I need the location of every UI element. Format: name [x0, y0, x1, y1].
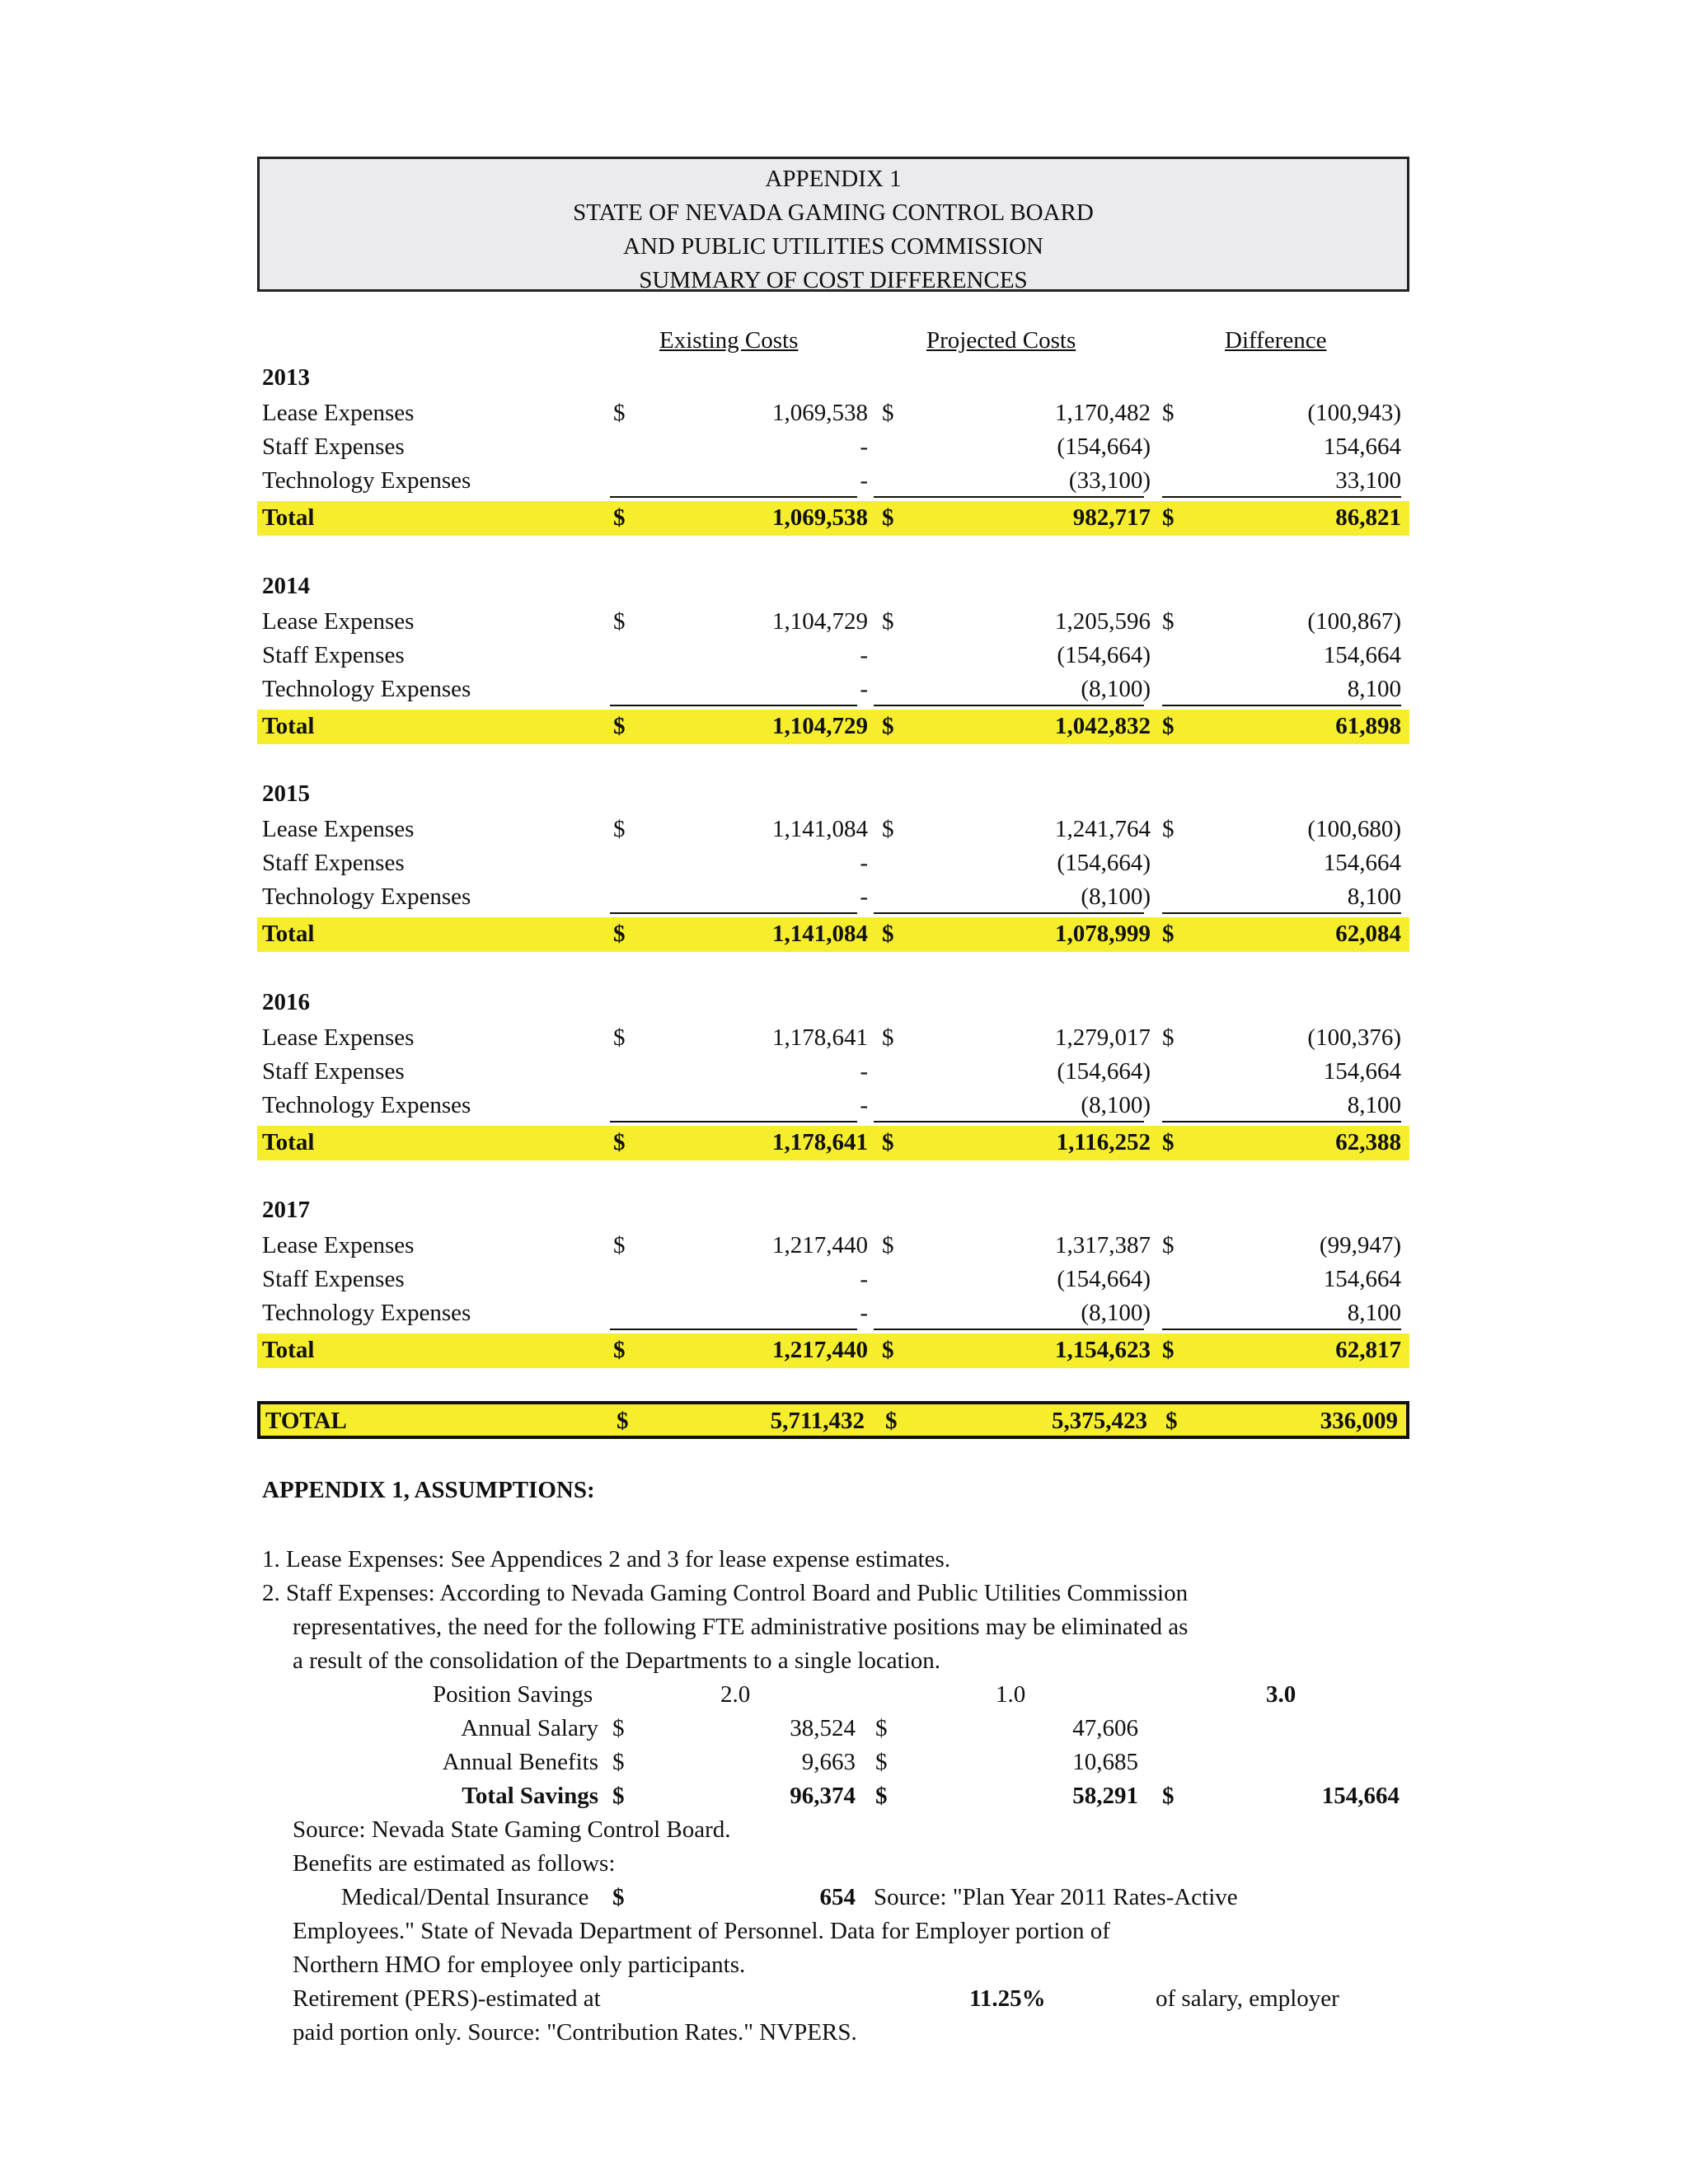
total-savings-1: 96,374: [790, 1783, 856, 1809]
dollar-sign: $: [1162, 608, 1175, 635]
year-heading: 2017: [262, 1197, 310, 1223]
total-row: [257, 1333, 1409, 1368]
column-underline: [874, 1329, 1144, 1330]
retirement-source: paid portion only. Source: "Contribution Rates." NVPERS.: [293, 2019, 857, 2046]
position-savings-total: 3.0: [1266, 1681, 1296, 1708]
difference-value: (100,376): [1307, 1024, 1401, 1051]
row-label: Technology Expenses: [262, 1092, 471, 1118]
difference-value: (99,947): [1319, 1232, 1401, 1258]
projected-cost-value: (8,100): [1081, 1092, 1151, 1118]
table-row: [257, 1229, 1409, 1262]
dollar-sign: $: [882, 1232, 894, 1258]
difference-value: 8,100: [1347, 1092, 1401, 1118]
table-row: [257, 396, 1409, 429]
existing-cost-value: 1,178,641: [772, 1129, 868, 1155]
retirement-tail: of salary, employer: [1156, 1985, 1339, 2012]
difference-value: 62,817: [1335, 1337, 1401, 1363]
difference-value: 154,664: [1323, 642, 1401, 668]
column-underline: [874, 1121, 1144, 1122]
assumption-item-2-line-2: representatives, the need for the following FTE administrative positions may be eliminated as: [293, 1614, 1189, 1640]
position-savings-1: 2.0: [720, 1681, 751, 1708]
projected-cost-value: (33,100): [1068, 467, 1151, 494]
dollar-sign: $: [1162, 1337, 1175, 1363]
difference-value: 336,009: [1320, 1408, 1398, 1434]
projected-cost-value: 1,317,387: [1055, 1232, 1151, 1258]
difference-value: (100,943): [1307, 400, 1401, 426]
column-header-difference: Difference: [1225, 327, 1327, 354]
dollar-sign: $: [1162, 921, 1175, 947]
column-underline: [874, 496, 1144, 498]
row-label: Lease Expenses: [262, 608, 415, 635]
existing-cost-value: -: [860, 850, 868, 876]
projected-cost-value: 1,042,832: [1055, 713, 1151, 739]
projected-cost-value: 1,116,252: [1056, 1129, 1151, 1155]
total-row: [257, 917, 1409, 952]
projected-cost-value: (154,664): [1057, 642, 1151, 668]
difference-value: 62,084: [1335, 921, 1401, 947]
row-label: Lease Expenses: [262, 1232, 415, 1258]
column-underline: [1162, 912, 1401, 914]
dollar-sign: $: [1162, 400, 1175, 426]
dollar-sign: $: [882, 816, 894, 842]
difference-value: 33,100: [1335, 467, 1401, 494]
annual-salary-label: Annual Salary: [461, 1715, 598, 1741]
dollar-sign: $: [882, 713, 894, 739]
dollar-sign: $: [1165, 1408, 1178, 1434]
projected-cost-value: (8,100): [1081, 676, 1151, 702]
assumption-item-2-line-1: 2. Staff Expenses: According to Nevada Gaming Control Board and Public Utilities Commission: [262, 1580, 1189, 1606]
annual-benefits-dollar-1: $: [612, 1749, 625, 1775]
total-savings-dollar-1: $: [612, 1783, 625, 1809]
projected-cost-value: 1,154,623: [1055, 1337, 1151, 1363]
total-savings-all: 154,664: [1321, 1783, 1400, 1809]
medical-dental-value: 654: [819, 1884, 856, 1910]
dollar-sign: $: [882, 921, 894, 947]
dollar-sign: $: [885, 1408, 898, 1434]
projected-cost-value: (154,664): [1057, 1058, 1151, 1085]
column-underline: [874, 705, 1144, 706]
dollar-sign: $: [613, 608, 626, 635]
difference-value: 154,664: [1323, 850, 1401, 876]
difference-value: (100,867): [1307, 608, 1401, 635]
projected-cost-value: 1,241,764: [1055, 816, 1151, 842]
table-row: [257, 673, 1409, 705]
difference-value: 154,664: [1323, 434, 1401, 460]
row-label: Total: [262, 504, 315, 531]
row-label: Total: [262, 1337, 315, 1363]
annual-benefits-dollar-2: $: [875, 1749, 888, 1775]
column-underline: [1162, 1329, 1401, 1330]
assumption-item-1: 1. Lease Expenses: See Appendices 2 and 3 for lease expense estimates.: [262, 1546, 951, 1572]
retirement-label: Retirement (PERS)-estimated at: [293, 1985, 601, 2012]
difference-value: 62,388: [1335, 1129, 1401, 1155]
existing-cost-value: 1,141,084: [772, 921, 868, 947]
dollar-sign: $: [1162, 816, 1175, 842]
dollar-sign: $: [613, 1129, 626, 1155]
row-label: Lease Expenses: [262, 816, 415, 842]
projected-cost-value: (154,664): [1057, 850, 1151, 876]
dollar-sign: $: [613, 504, 626, 531]
row-label: Technology Expenses: [262, 1300, 471, 1326]
difference-value: 154,664: [1323, 1058, 1401, 1085]
row-label: Total: [262, 1129, 315, 1155]
dollar-sign: $: [613, 816, 626, 842]
annual-benefits-1: 9,663: [801, 1749, 856, 1775]
header-line-2: STATE OF NEVADA GAMING CONTROL BOARD: [573, 199, 1094, 226]
total-row: [257, 501, 1409, 536]
table-row: [257, 605, 1409, 638]
existing-cost-value: 1,141,084: [772, 816, 868, 842]
row-label: Technology Expenses: [262, 467, 471, 494]
difference-value: 8,100: [1347, 1300, 1401, 1326]
medical-source-line-3: Northern HMO for employee only participants.: [293, 1952, 746, 1978]
row-label: Staff Expenses: [262, 1266, 405, 1292]
table-row: [257, 1055, 1409, 1088]
dollar-sign: $: [613, 713, 626, 739]
total-savings-dollar-3: $: [1162, 1783, 1175, 1809]
existing-cost-value: 1,217,440: [772, 1337, 868, 1363]
annual-salary-dollar-1: $: [612, 1715, 625, 1741]
existing-cost-value: -: [860, 642, 868, 668]
annual-salary-2: 47,606: [1072, 1715, 1138, 1741]
column-underline: [610, 705, 857, 706]
dollar-sign: $: [1162, 1129, 1175, 1155]
total-savings-2: 58,291: [1072, 1783, 1138, 1809]
existing-cost-value: 1,069,538: [772, 504, 868, 531]
dollar-sign: $: [1162, 504, 1175, 531]
difference-value: 61,898: [1335, 713, 1401, 739]
dollar-sign: $: [613, 921, 626, 947]
table-row: [257, 430, 1409, 463]
dollar-sign: $: [617, 1408, 629, 1434]
projected-cost-value: 982,717: [1072, 504, 1151, 531]
existing-cost-value: -: [860, 1058, 868, 1085]
column-header-projected: Projected Costs: [926, 327, 1076, 354]
source-gaming-board: Source: Nevada State Gaming Control Board.: [293, 1816, 731, 1843]
row-label: Staff Expenses: [262, 642, 405, 668]
dollar-sign: $: [1162, 1232, 1175, 1258]
year-heading: 2016: [262, 989, 310, 1015]
row-label: Staff Expenses: [262, 1058, 405, 1085]
row-label: Total: [262, 713, 315, 739]
row-label: Lease Expenses: [262, 400, 415, 426]
total-row: [257, 1126, 1409, 1160]
assumptions-heading: APPENDIX 1, ASSUMPTIONS:: [262, 1477, 595, 1503]
annual-salary-1: 38,524: [790, 1715, 856, 1741]
total-savings-label: Total Savings: [462, 1783, 598, 1809]
column-underline: [874, 912, 1144, 914]
existing-cost-value: -: [860, 1092, 868, 1118]
difference-value: (100,680): [1307, 816, 1401, 842]
position-savings-label: Position Savings: [433, 1681, 593, 1708]
projected-cost-value: 1,279,017: [1055, 1024, 1151, 1051]
projected-cost-value: (8,100): [1081, 1300, 1151, 1326]
header-line-3: AND PUBLIC UTILITIES COMMISSION: [623, 233, 1043, 260]
position-savings-2: 1.0: [996, 1681, 1026, 1708]
table-row: [257, 639, 1409, 672]
projected-cost-value: (8,100): [1081, 883, 1151, 910]
table-row: [257, 1263, 1409, 1296]
grand-total-row: [257, 1401, 1409, 1439]
difference-value: 86,821: [1335, 504, 1401, 531]
row-label: Staff Expenses: [262, 434, 405, 460]
table-row: [257, 1296, 1409, 1329]
row-label: Staff Expenses: [262, 850, 405, 876]
annual-benefits-2: 10,685: [1072, 1749, 1138, 1775]
row-label: Total: [262, 921, 315, 947]
dollar-sign: $: [882, 400, 894, 426]
dollar-sign: $: [882, 608, 894, 635]
existing-cost-value: 1,217,440: [772, 1232, 868, 1258]
column-underline: [610, 1329, 857, 1330]
benefits-intro: Benefits are estimated as follows:: [293, 1850, 616, 1877]
dollar-sign: $: [882, 504, 894, 531]
dollar-sign: $: [613, 1337, 626, 1363]
column-underline: [1162, 496, 1401, 498]
dollar-sign: $: [613, 1232, 626, 1258]
table-row: [257, 813, 1409, 846]
dollar-sign: $: [882, 1024, 894, 1051]
column-underline: [610, 1121, 857, 1122]
existing-cost-value: 1,069,538: [772, 400, 868, 426]
dollar-sign: $: [882, 1129, 894, 1155]
header-line-4: SUMMARY OF COST DIFFERENCES: [639, 267, 1028, 293]
table-row: [257, 1089, 1409, 1122]
medical-dental-label: Medical/Dental Insurance: [341, 1884, 589, 1910]
difference-value: 154,664: [1323, 1266, 1401, 1292]
medical-dollar: $: [612, 1884, 625, 1910]
row-label: Lease Expenses: [262, 1024, 415, 1051]
year-heading: 2014: [262, 573, 310, 599]
total-savings-dollar-2: $: [875, 1783, 888, 1809]
projected-cost-value: 1,078,999: [1055, 921, 1151, 947]
year-heading: 2013: [262, 364, 310, 391]
row-label: TOTAL: [265, 1408, 347, 1434]
medical-source-line-2: Employees." State of Nevada Department of Personnel. Data for Employer portion of: [293, 1918, 1110, 1944]
annual-salary-dollar-2: $: [875, 1715, 888, 1741]
projected-cost-value: 1,205,596: [1055, 608, 1151, 635]
existing-cost-value: 1,104,729: [772, 608, 868, 635]
dollar-sign: $: [613, 400, 626, 426]
column-underline: [1162, 705, 1401, 706]
medical-source-line-1: Source: "Plan Year 2011 Rates-Active: [874, 1884, 1238, 1910]
existing-cost-value: 1,104,729: [772, 713, 868, 739]
existing-cost-value: -: [860, 1300, 868, 1326]
dollar-sign: $: [1162, 1024, 1175, 1051]
table-row: [257, 880, 1409, 913]
difference-value: 8,100: [1347, 676, 1401, 702]
projected-cost-value: 5,375,423: [1052, 1408, 1147, 1434]
projected-cost-value: (154,664): [1057, 434, 1151, 460]
column-underline: [610, 912, 857, 914]
retirement-rate: 11.25%: [969, 1985, 1046, 2012]
annual-benefits-label: Annual Benefits: [442, 1749, 598, 1775]
existing-cost-value: -: [860, 434, 868, 460]
existing-cost-value: -: [860, 676, 868, 702]
assumption-item-2-line-3: a result of the consolidation of the Departments to a single location.: [293, 1647, 941, 1674]
column-underline: [1162, 1121, 1401, 1122]
column-underline: [610, 496, 857, 498]
dollar-sign: $: [613, 1024, 626, 1051]
column-header-existing: Existing Costs: [659, 327, 799, 354]
difference-value: 8,100: [1347, 883, 1401, 910]
existing-cost-value: 1,178,641: [772, 1024, 868, 1051]
existing-cost-value: -: [860, 467, 868, 494]
table-row: [257, 1021, 1409, 1054]
existing-cost-value: -: [860, 883, 868, 910]
existing-cost-value: -: [860, 1266, 868, 1292]
dollar-sign: $: [1162, 713, 1175, 739]
appendix-header-box: [257, 157, 1409, 292]
table-row: [257, 464, 1409, 497]
row-label: Technology Expenses: [262, 676, 471, 702]
total-row: [257, 710, 1409, 744]
table-row: [257, 846, 1409, 879]
projected-cost-value: (154,664): [1057, 1266, 1151, 1292]
projected-cost-value: 1,170,482: [1055, 400, 1151, 426]
year-heading: 2015: [262, 780, 310, 807]
header-line-1: APPENDIX 1: [765, 166, 902, 192]
existing-cost-value: 5,711,432: [770, 1408, 865, 1434]
row-label: Technology Expenses: [262, 883, 471, 910]
dollar-sign: $: [882, 1337, 894, 1363]
